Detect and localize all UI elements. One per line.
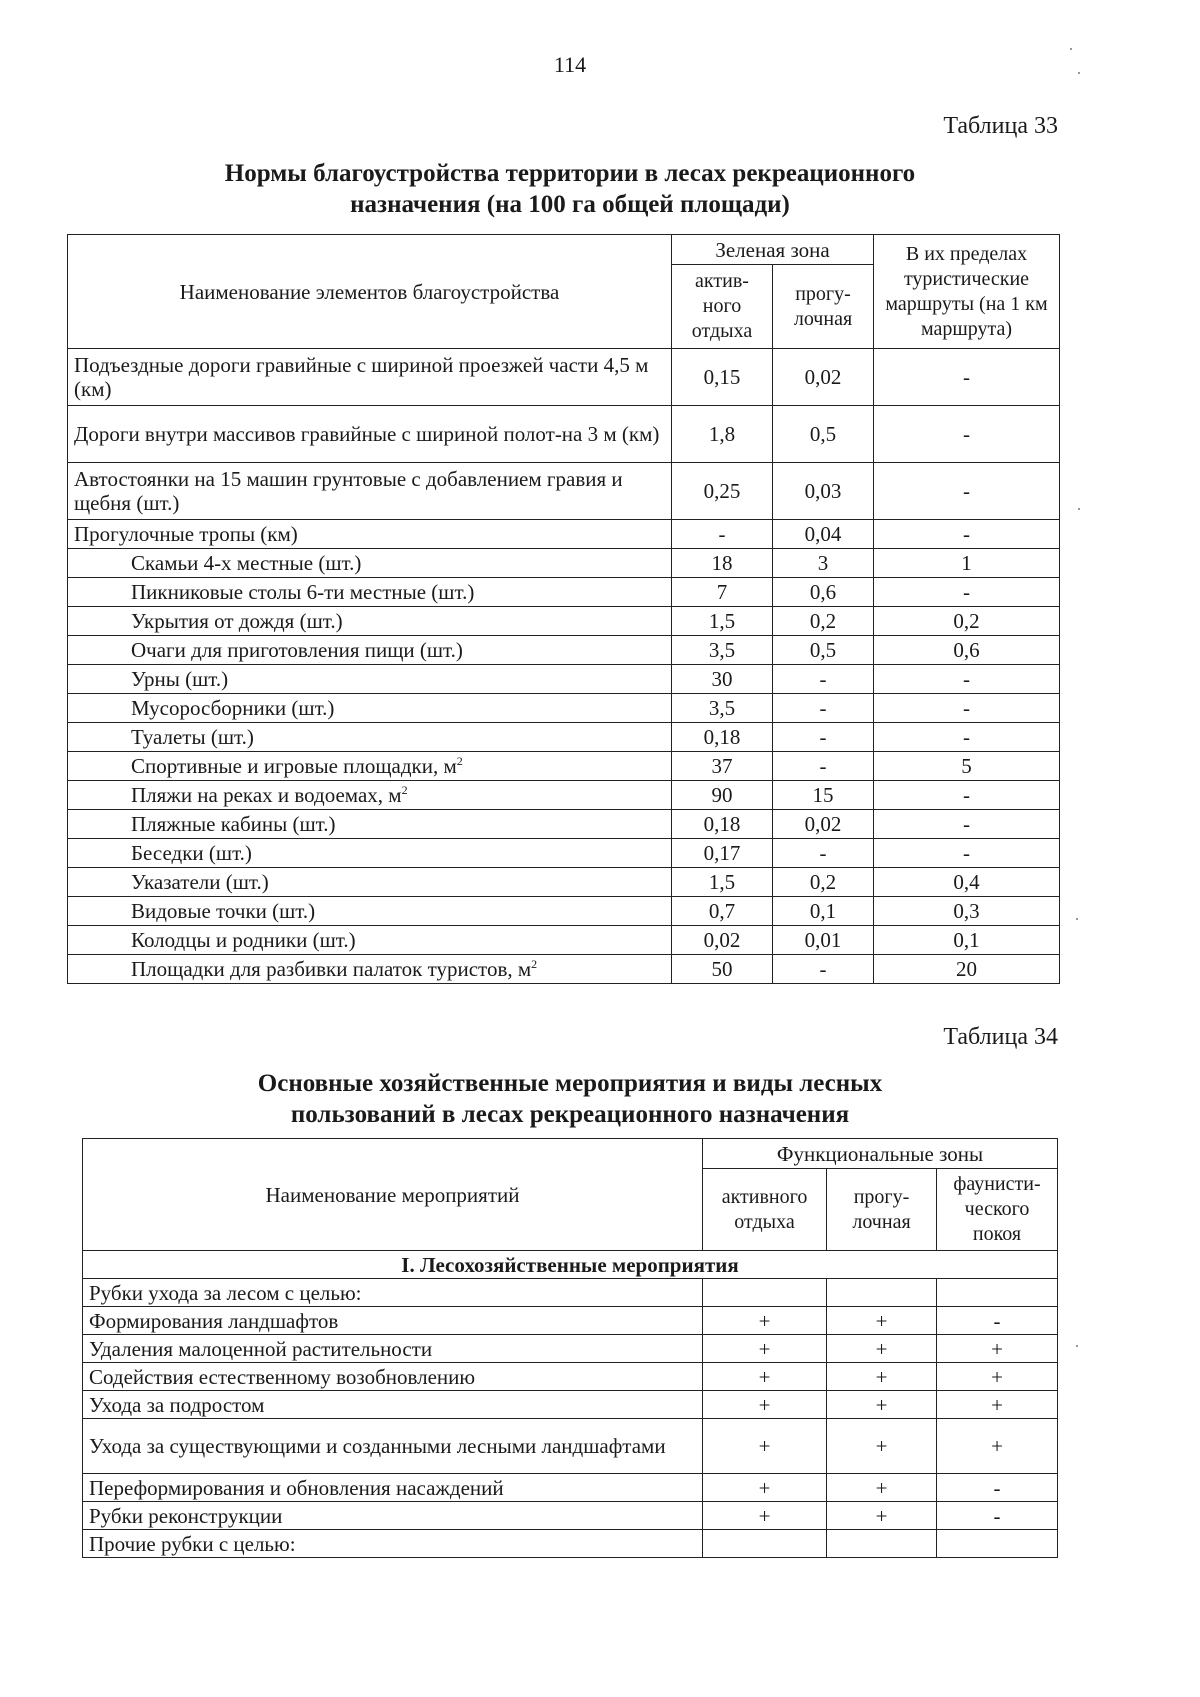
cell-walking: -: [773, 723, 874, 752]
row-name-text: Автостоянки на 15 машин грунтовые с добавлением гравия и щебня (шт.): [74, 467, 623, 515]
unit-superscript: 2: [531, 957, 538, 971]
cell-fauna: -: [937, 1502, 1058, 1530]
row-name: [68, 781, 672, 810]
row-name: [68, 578, 672, 607]
cell-active: +: [703, 1307, 827, 1335]
cell-fauna: [937, 1530, 1058, 1558]
row-name: [68, 723, 672, 752]
table-34-label: Таблица 34: [943, 1024, 1058, 1050]
cell-walking: -: [773, 839, 874, 868]
cell-active: 0,02: [672, 926, 773, 955]
cell-active: 7: [672, 578, 773, 607]
cell-walking: +: [827, 1502, 937, 1530]
table-row: [68, 665, 1060, 694]
cell-walking: +: [827, 1419, 937, 1474]
row-name: Переформирования и обновления насаждений: [83, 1474, 703, 1502]
cell-walking: 0,2: [773, 868, 874, 897]
scan-speck: [1078, 508, 1080, 510]
cell-routes: -: [874, 839, 1060, 868]
table-row: [68, 810, 1060, 839]
row-name-text: Беседки (шт.): [131, 841, 252, 865]
row-name: Удаления малоценной растительности: [83, 1335, 703, 1363]
row-name-text: Видовые точки (шт.): [131, 899, 316, 923]
table-row: [68, 955, 1060, 984]
table-row: [68, 406, 1060, 463]
cell-fauna: -: [937, 1474, 1058, 1502]
cell-walking: -: [773, 694, 874, 723]
table-33-title-line1: Нормы благоустройства территории в лесах рекреационного: [224, 160, 916, 187]
cell-active: 0,17: [672, 839, 773, 868]
scan-speck: [1076, 918, 1078, 920]
table-row: [68, 349, 1060, 406]
cell-active: 0,15: [672, 349, 773, 406]
header-functional-zones: Функциональные зоны: [703, 1139, 1058, 1169]
unit-superscript: 2: [401, 783, 408, 797]
header-fauna-rest: фаунисти-ческого покоя: [937, 1169, 1058, 1251]
cell-routes: 5: [874, 752, 1060, 781]
table-row: [68, 636, 1060, 665]
row-name: [68, 897, 672, 926]
row-name: [68, 839, 672, 868]
cell-active: +: [703, 1502, 827, 1530]
header-walking: прогу-лочная: [827, 1169, 937, 1251]
table-row: [68, 578, 1060, 607]
table-row: [68, 926, 1060, 955]
cell-active: 30: [672, 665, 773, 694]
table-row: [68, 781, 1060, 810]
cell-active: 18: [672, 549, 773, 578]
cell-fauna: +: [937, 1419, 1058, 1474]
header-tourist-routes: В их пределах туристические маршруты (на 1 км маршрута): [874, 235, 1060, 349]
cell-active: [703, 1530, 827, 1558]
row-name-text: Пляжи на реках и водоемах, м: [131, 783, 402, 807]
cell-walking: -: [773, 752, 874, 781]
cell-routes: -: [874, 463, 1060, 520]
row-name: [68, 607, 672, 636]
scan-speck: [1078, 72, 1080, 74]
cell-routes: 0,2: [874, 607, 1060, 636]
row-name: Рубки ухода за лесом с целью:: [83, 1279, 703, 1307]
cell-routes: -: [874, 406, 1060, 463]
cell-walking: +: [827, 1335, 937, 1363]
cell-walking: 0,01: [773, 926, 874, 955]
header-active-rest: активного отдыха: [703, 1169, 827, 1251]
cell-active: 1,5: [672, 868, 773, 897]
section-heading: I. Лесохозяйственные мероприятия: [83, 1251, 1058, 1279]
row-name: Рубки реконструкции: [83, 1502, 703, 1530]
cell-walking: 0,5: [773, 406, 874, 463]
row-name: Ухода за существующими и созданными лесными ландшафтами: [83, 1419, 703, 1474]
cell-walking: 0,6: [773, 578, 874, 607]
table-row: [83, 1502, 1058, 1530]
cell-routes: 0,4: [874, 868, 1060, 897]
row-name-text: Урны (шт.): [131, 667, 229, 691]
cell-active: +: [703, 1474, 827, 1502]
row-name: [68, 549, 672, 578]
cell-routes: 0,3: [874, 897, 1060, 926]
cell-fauna: +: [937, 1335, 1058, 1363]
cell-routes: 0,1: [874, 926, 1060, 955]
cell-active: 0,25: [672, 463, 773, 520]
row-name: [68, 636, 672, 665]
page-number: 114: [553, 52, 587, 77]
table-row: [68, 607, 1060, 636]
cell-walking: 0,02: [773, 810, 874, 839]
row-name-text: Подъездные дороги гравийные с шириной проезжей части 4,5 м (км): [74, 353, 649, 401]
cell-active: 50: [672, 955, 773, 984]
cell-walking: +: [827, 1363, 937, 1391]
table-34-title: [0, 1068, 1140, 1130]
row-name-text: Очаги для приготовления пищи (шт.): [131, 638, 463, 662]
cell-fauna: +: [937, 1391, 1058, 1419]
cell-routes: 20: [874, 955, 1060, 984]
scan-speck: [1070, 48, 1072, 50]
row-name-text: Дороги внутри массивов гравийные с шириной полот-на 3 м (км): [74, 422, 660, 446]
cell-walking: +: [827, 1391, 937, 1419]
cell-walking: -: [773, 955, 874, 984]
row-name-text: Прогулочные тропы (км): [74, 522, 298, 546]
table-33-label: Таблица 33: [943, 113, 1058, 139]
table-row: [68, 520, 1060, 549]
row-name: Содействия естественному возобновлению: [83, 1363, 703, 1391]
header-activity-name: Наименование мероприятий: [83, 1139, 703, 1251]
row-name-text: Пляжные кабины (шт.): [131, 812, 336, 836]
header-green-zone: Зеленая зона: [672, 235, 874, 265]
row-name-text: Мусоросборники (шт.): [131, 696, 335, 720]
table-row: [68, 868, 1060, 897]
table-33: [67, 234, 1060, 984]
cell-active: 0,7: [672, 897, 773, 926]
cell-routes: -: [874, 781, 1060, 810]
row-name: [68, 752, 672, 781]
row-name-text: Пикниковые столы 6-ти местные (шт.): [131, 580, 475, 604]
cell-active: +: [703, 1391, 827, 1419]
row-name: [68, 694, 672, 723]
cell-active: 3,5: [672, 694, 773, 723]
header-walking: прогу-лочная: [773, 265, 874, 349]
cell-active: +: [703, 1419, 827, 1474]
row-name-text: Указатели (шт.): [131, 870, 269, 894]
cell-walking: 0,5: [773, 636, 874, 665]
cell-walking: +: [827, 1307, 937, 1335]
table-row: [83, 1530, 1058, 1558]
row-name: [68, 955, 672, 984]
cell-active: +: [703, 1335, 827, 1363]
table-row: [83, 1419, 1058, 1474]
cell-active: 37: [672, 752, 773, 781]
cell-routes: -: [874, 520, 1060, 549]
table-row: [68, 723, 1060, 752]
cell-fauna: +: [937, 1363, 1058, 1391]
row-name: [68, 463, 672, 520]
cell-walking: +: [827, 1474, 937, 1502]
cell-walking: -: [773, 665, 874, 694]
table-34-title-line2: пользований в лесах рекреационного назначения: [290, 1101, 850, 1128]
row-name-text: Скамьи 4-х местные (шт.): [131, 551, 362, 575]
cell-walking: [827, 1279, 937, 1307]
table-row: [83, 1474, 1058, 1502]
cell-walking: 0,02: [773, 349, 874, 406]
row-name-text: Колодцы и родники (шт.): [131, 928, 356, 952]
cell-walking: 0,04: [773, 520, 874, 549]
table-row: [83, 1391, 1058, 1419]
cell-routes: -: [874, 694, 1060, 723]
cell-walking: 0,03: [773, 463, 874, 520]
table-row: [83, 1307, 1058, 1335]
cell-fauna: [937, 1279, 1058, 1307]
unit-superscript: 2: [456, 754, 463, 768]
cell-walking: 0,1: [773, 897, 874, 926]
row-name: [68, 810, 672, 839]
header-active-rest: актив-ного отдыха: [672, 265, 773, 349]
cell-active: 1,8: [672, 406, 773, 463]
table-row: [68, 463, 1060, 520]
row-name-text: Укрытия от дождя (шт.): [131, 609, 343, 633]
cell-walking: 15: [773, 781, 874, 810]
table-row: [83, 1335, 1058, 1363]
cell-walking: 0,2: [773, 607, 874, 636]
table-row: [68, 549, 1060, 578]
header-element-name: Наименование элементов благоустройства: [68, 235, 672, 349]
table-row: [83, 1279, 1058, 1307]
cell-routes: -: [874, 810, 1060, 839]
scan-speck: [1076, 1345, 1078, 1347]
cell-active: 1,5: [672, 607, 773, 636]
cell-routes: 0,6: [874, 636, 1060, 665]
cell-routes: -: [874, 723, 1060, 752]
table-34: [82, 1138, 1058, 1558]
row-name: [68, 868, 672, 897]
table-row: [68, 694, 1060, 723]
table-row: [68, 752, 1060, 781]
cell-active: +: [703, 1363, 827, 1391]
cell-active: 3,5: [672, 636, 773, 665]
row-name: [68, 406, 672, 463]
cell-routes: 1: [874, 549, 1060, 578]
cell-active: -: [672, 520, 773, 549]
cell-walking: [827, 1530, 937, 1558]
table-34-title-line1: Основные хозяйственные мероприятия и виды лесных: [257, 1070, 883, 1097]
row-name-text: Спортивные и игровые площадки, м: [131, 754, 457, 778]
table-row: [83, 1363, 1058, 1391]
table-row: [68, 897, 1060, 926]
row-name: [68, 349, 672, 406]
row-name-text: Площадки для разбивки палаток туристов, м: [131, 957, 532, 981]
row-name: [68, 520, 672, 549]
row-name: [68, 665, 672, 694]
cell-active: 0,18: [672, 810, 773, 839]
table-33-title-line2: назначения (на 100 га общей площади): [350, 191, 790, 218]
cell-routes: -: [874, 349, 1060, 406]
cell-active: [703, 1279, 827, 1307]
cell-walking: 3: [773, 549, 874, 578]
table-row: [68, 839, 1060, 868]
cell-active: 90: [672, 781, 773, 810]
row-name: Прочие рубки с целью:: [83, 1530, 703, 1558]
cell-active: 0,18: [672, 723, 773, 752]
row-name: Ухода за подростом: [83, 1391, 703, 1419]
table-33-title: [0, 158, 1140, 220]
cell-routes: -: [874, 578, 1060, 607]
row-name: [68, 926, 672, 955]
row-name: Формирования ландшафтов: [83, 1307, 703, 1335]
cell-fauna: -: [937, 1307, 1058, 1335]
cell-routes: -: [874, 665, 1060, 694]
row-name-text: Туалеты (шт.): [131, 725, 254, 749]
